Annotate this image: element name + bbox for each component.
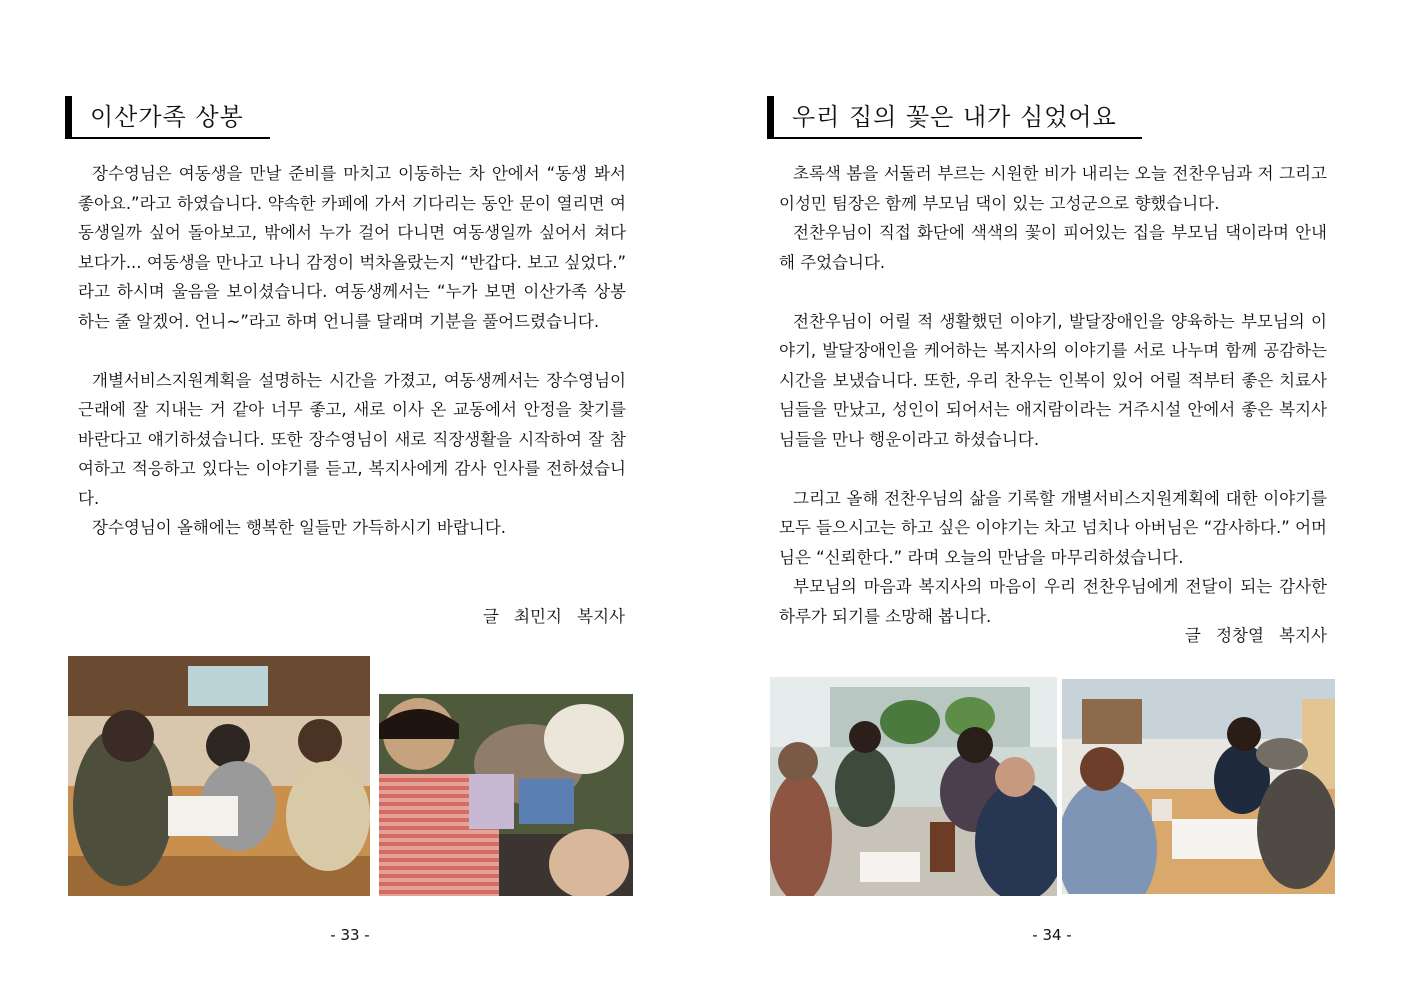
photo-planning-meeting — [1062, 679, 1335, 894]
photo-cafe-meeting — [68, 656, 370, 896]
paragraph: 부모님의 마음과 복지사의 마음이 우리 전찬우님에게 전달이 되는 감사한 하루가 되기를 소망해 봅니다. — [779, 577, 1327, 626]
paragraph: 장수영님이 올해에는 행복한 일들만 가득하시기 바랍니다. — [92, 518, 507, 537]
page-number: - 33 - — [330, 926, 370, 944]
section-heading — [65, 96, 270, 139]
photo-stuffed-toy — [379, 694, 633, 896]
author-byline: 글 정창열 복지사 — [1184, 626, 1327, 645]
photo-home-visit — [770, 677, 1057, 896]
paragraph: 그리고 올해 전찬우님의 삶을 기록할 개별서비스지원계획에 대한 이야기를 모두 들으시고는 하고 싶은 이야기는 차고 넘치나 아버님은 “감사하다.” 어머님은 “신뢰한다.” 라며 오늘의 만남을 마무리하셨습니다. — [779, 488, 1327, 567]
section-title: 우리 집의 꽃은 내가 심었어요 — [792, 102, 1117, 131]
section-title: 이산가족 상봉 — [90, 102, 244, 131]
paragraph: 전찬우님이 어릴 적 생활했던 이야기, 발달장애인을 양육하는 부모님의 이야기, 발달장애인을 케어하는 복지사의 이야기를 서로 나누며 함께 공감하는 시간을 보냈습니다. 또한, 우리 찬우는 인복이 있어 어릴 적부터 좋은 치료사님들을 만났고, 성인이 되어서는 애지람이라는 거주시설 안에서 좋은 복지사님들을 만나 행운이라고 하셨습니다. — [779, 311, 1327, 449]
article-body — [78, 159, 626, 543]
right-page — [700, 0, 1403, 992]
page-number: - 34 - — [1032, 926, 1072, 944]
paragraph: 장수영님은 여동생을 만날 준비를 마치고 이동하는 차 안에서 “동생 봐서 좋아요.”라고 하였습니다. 약속한 카페에 가서 기다리는 동안 문이 열리면 여동생일까 싶어 돌아보고, 밖에서 누가 걸어 다니면 여동생일까 싶어서 쳐다 보다가... 여동생을 만나고 나니 감정이 벅차올랐는지 “반갑다. 보고 싶었다.” 라고 하시며 울음을 보이셨습니다. 여동생께서는 “누가 보면 이산가족 상봉하는 줄 알겠어. 언니~”라고 하며 언니를 달래며 기분을 풀어드렸습니다. — [78, 164, 626, 331]
section-heading — [767, 96, 1142, 139]
paragraph: 전찬우님이 직접 화단에 색색의 꽃이 피어있는 집을 부모님 댁이라며 안내해 주었습니다. — [779, 223, 1327, 272]
paragraph: 개별서비스지원계획을 설명하는 시간을 가졌고, 여동생께서는 장수영님이 근래에 잘 지내는 거 같아 너무 좋고, 새로 이사 온 교동에서 안정을 찾기를 바란다고 얘기하셨습니다. 또한 장수영님이 새로 직장생활을 시작하여 잘 참여하고 적응하고 있다는 이야기를 듣고, 복지사에게 감사 인사를 전하셨습니다. — [78, 370, 626, 508]
paragraph: 초록색 봄을 서둘러 부르는 시원한 비가 내리는 오늘 전찬우님과 저 그리고 이성민 팀장은 함께 부모님 댁이 있는 고성군으로 향했습니다. — [779, 164, 1327, 213]
author-byline: 글 최민지 복지사 — [482, 607, 625, 626]
left-page — [0, 0, 700, 992]
article-body — [779, 159, 1327, 631]
